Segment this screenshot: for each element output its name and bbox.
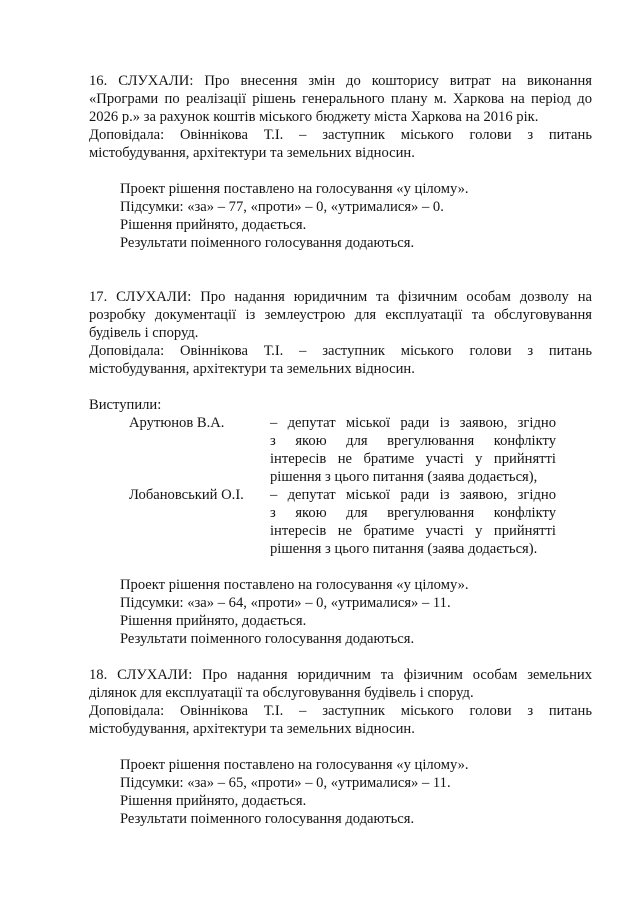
speaker-name: Лобановський О.І. [129,487,244,503]
vote-line: Рішення прийнято, додається. [120,613,307,629]
speaker-statement [270,486,556,558]
heading-line: 2026 р.» за рахунок коштів міського бюджету міста Харкова на 2016 рік. [89,109,539,125]
statement-line: інтересів не братиме участі у прийнятті [270,451,556,467]
vote-line: Рішення прийнято, додається. [120,793,307,809]
reporter [89,342,592,378]
reporter-line: Доповідала: Овіннікова Т.І. – заступник міського голови з питань [89,703,592,719]
speaker-entry [89,486,592,558]
heading-line: 18. СЛУХАЛИ: Про надання юридичним та фізичним особам земельних [89,667,592,683]
vote-line: Результати поіменного голосування додаються. [120,235,415,251]
heading-line: будівель і споруд. [89,325,199,341]
vote-result [89,756,592,828]
vote-line: Проект рішення поставлено на голосування «у цілому». [120,181,469,197]
vote-line: Проект рішення поставлено на голосування «у цілому». [120,577,469,593]
statement-line: інтересів не братиме участі у прийнятті [270,523,556,539]
statement-line: рішення з цього питання (заява додається), [270,469,538,485]
heading-line: 16. СЛУХАЛИ: Про внесення змін до кошторису витрат на виконання [89,73,592,89]
vote-line: Підсумки: «за» – 64, «проти» – 0, «утрималися» – 11. [120,595,451,611]
statement-line: – депутат міської ради із заявою, згідно [270,415,556,431]
statement-line: – депутат міської ради із заявою, згідно [270,487,556,503]
reporter [89,126,592,162]
item-heading [89,288,592,342]
heading-line: «Програми по реалізації рішень генерального плану м. Харкова на період до [89,91,592,107]
speaker-entry [89,414,592,486]
reporter-line: Доповідала: Овіннікова Т.І. – заступник міського голови з питань [89,127,592,143]
vote-line: Результати поіменного голосування додаються. [120,811,415,827]
speaker-name: Арутюнов В.А. [129,415,225,431]
vote-line: Результати поіменного голосування додаються. [120,631,415,647]
statement-line: рішення з цього питання (заява додається). [270,541,538,557]
reporter-line: Доповідала: Овіннікова Т.І. – заступник міського голови з питань [89,343,592,359]
heading-line: розробку документації із землеустрою для експлуатації та обслуговування [89,307,592,323]
agenda-item-18 [89,666,592,828]
vote-line: Рішення прийнято, додається. [120,217,307,233]
heading-line: ділянок для експлуатації та обслуговування будівель і споруд. [89,685,474,701]
vote-result [89,180,592,252]
item-heading [89,666,592,702]
vote-line: Підсумки: «за» – 77, «проти» – 0, «утрималися» – 0. [120,199,444,215]
speakers-label: Виступили: [89,397,162,413]
heading-line: 17. СЛУХАЛИ: Про надання юридичним та фізичним особам дозволу на [89,289,592,305]
vote-line: Проект рішення поставлено на голосування «у цілому». [120,757,469,773]
reporter-line: містобудування, архітектури та земельних відносин. [89,721,415,737]
statement-line: з якою для врегулювання конфлікту [270,433,556,449]
agenda-item-16 [89,72,592,252]
reporter [89,702,592,738]
vote-result [89,576,592,648]
item-heading [89,72,592,126]
vote-line: Підсумки: «за» – 65, «проти» – 0, «утрималися» – 11. [120,775,451,791]
speakers-list [89,414,592,558]
agenda-item-17 [89,288,592,648]
statement-line: з якою для врегулювання конфлікту [270,505,556,521]
speaker-statement [270,414,556,486]
reporter-line: містобудування, архітектури та земельних відносин. [89,361,415,377]
reporter-line: містобудування, архітектури та земельних відносин. [89,145,415,161]
